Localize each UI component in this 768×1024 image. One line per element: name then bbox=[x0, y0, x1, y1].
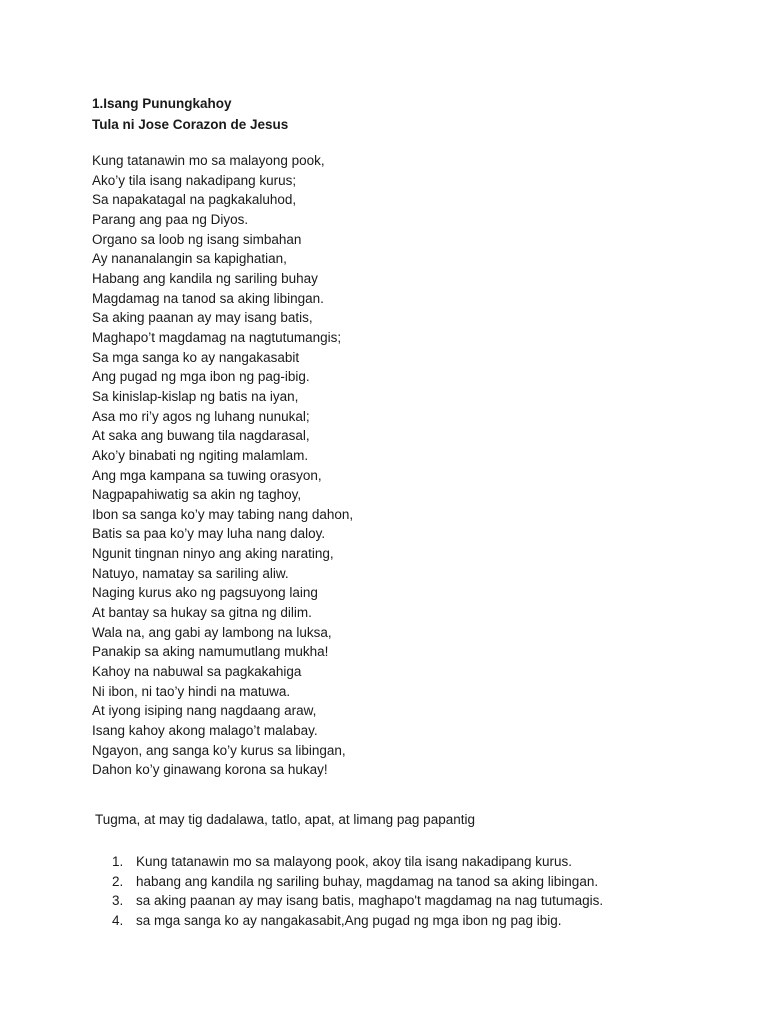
numbered-list bbox=[112, 852, 603, 930]
poem-author: Tula ni Jose Corazon de Jesus bbox=[92, 117, 289, 132]
poem-line: Wala na, ang gabi ay lambong na luksa, bbox=[92, 624, 332, 640]
poem-line: Isang kahoy akong malago’t malabay. bbox=[92, 723, 318, 739]
poem-line: Ni ibon, ni tao’y hindi na matuwa. bbox=[92, 683, 291, 699]
poem-line: Sa aking paanan ay may isang batis, bbox=[92, 310, 313, 326]
poem-line: Parang ang paa ng Diyos. bbox=[92, 211, 249, 227]
poem-line: Magdamag na tanod sa aking libingan. bbox=[92, 290, 324, 306]
list-item bbox=[112, 872, 603, 892]
poem-line: Batis sa paa ko’y may luha nang daloy. bbox=[92, 526, 326, 542]
poem-line: Ako’y tila isang nakadipang kurus; bbox=[92, 172, 297, 188]
poem-line: Ang pugad ng mga ibon ng pag-ibig. bbox=[92, 369, 310, 385]
poem-line: Organo sa loob ng isang simbahan bbox=[92, 231, 302, 247]
poem-line: Nagpapahiwatig sa akin ng taghoy, bbox=[92, 487, 302, 503]
list-item-number: 3. bbox=[112, 893, 124, 908]
poem-line: Ngunit tingnan ninyo ang aking narating, bbox=[92, 546, 334, 562]
title-block bbox=[92, 93, 288, 135]
poem-line: Ako’y binabati ng ngiting malamlam. bbox=[92, 447, 309, 463]
poem-line: Asa mo ri’y agos ng luhang nunukal; bbox=[92, 408, 310, 424]
poem-line: Ang mga kampana sa tuwing orasyon, bbox=[92, 467, 322, 483]
poem-line: Habang ang kandila ng sariling buhay bbox=[92, 270, 318, 286]
poem-line: Natuyo, namatay sa sariling aliw. bbox=[92, 565, 289, 581]
poem-line: Naging kurus ako ng pagsuyong laing bbox=[92, 585, 318, 601]
list-item-text: Kung tatanawin mo sa malayong pook, akoy tila isang nakadipang kurus. bbox=[136, 854, 573, 869]
poem-line: Maghapo’t magdamag na nagtutumangis; bbox=[92, 329, 342, 345]
poem-body bbox=[92, 151, 353, 780]
list-item-number: 2. bbox=[112, 873, 124, 889]
list-item bbox=[112, 852, 603, 872]
list-item bbox=[112, 891, 603, 911]
list-item bbox=[112, 911, 603, 931]
list-item-text: sa aking paanan ay may isang batis, maghapo't magdamag na nag tutumagis. bbox=[136, 893, 604, 908]
list-item-number: 1. bbox=[112, 854, 124, 869]
list-item-text: sa mga sanga ko ay nangakasabit,Ang pugad ng mga ibon ng pag ibig. bbox=[136, 912, 562, 928]
poem-line: Ay nananalangin sa kapighatian, bbox=[92, 251, 287, 267]
poem-heading: 1.Isang Punungkahoy bbox=[92, 96, 232, 111]
list-item-number: 4. bbox=[112, 912, 124, 928]
poem-line: Kahoy na nabuwal sa pagkakahiga bbox=[92, 664, 302, 680]
poem-line: Ngayon, ang sanga ko’y kurus sa libingan, bbox=[92, 742, 346, 758]
poem-line: At saka ang buwang tila nagdarasal, bbox=[92, 428, 310, 444]
poem-line: Sa mga sanga ko ay nangakasabit bbox=[92, 349, 300, 365]
list-item-text: habang ang kandila ng sariling buhay, magdamag na tanod sa aking libingan. bbox=[136, 873, 599, 889]
poem-line: Sa napakatagal na pagkakaluhod, bbox=[92, 192, 297, 208]
poem-line: Ibon sa sanga ko’y may tabing nang dahon, bbox=[92, 506, 354, 522]
poem-line: At bantay sa hukay sa gitna ng dilim. bbox=[92, 605, 312, 621]
poem-line: Dahon ko’y ginawang korona sa hukay! bbox=[92, 762, 328, 778]
rhyme-note: Tugma, at may tig dadalawa, tatlo, apat, at limang pag papantig bbox=[95, 812, 475, 827]
poem-line: Panakip sa aking namumutlang mukha! bbox=[92, 644, 329, 660]
poem-line: At iyong isiping nang nagdaang araw, bbox=[92, 703, 317, 719]
poem-line: Kung tatanawin mo sa malayong pook, bbox=[92, 153, 325, 168]
poem-line: Sa kinislap-kislap ng batis na iyan, bbox=[92, 388, 299, 404]
